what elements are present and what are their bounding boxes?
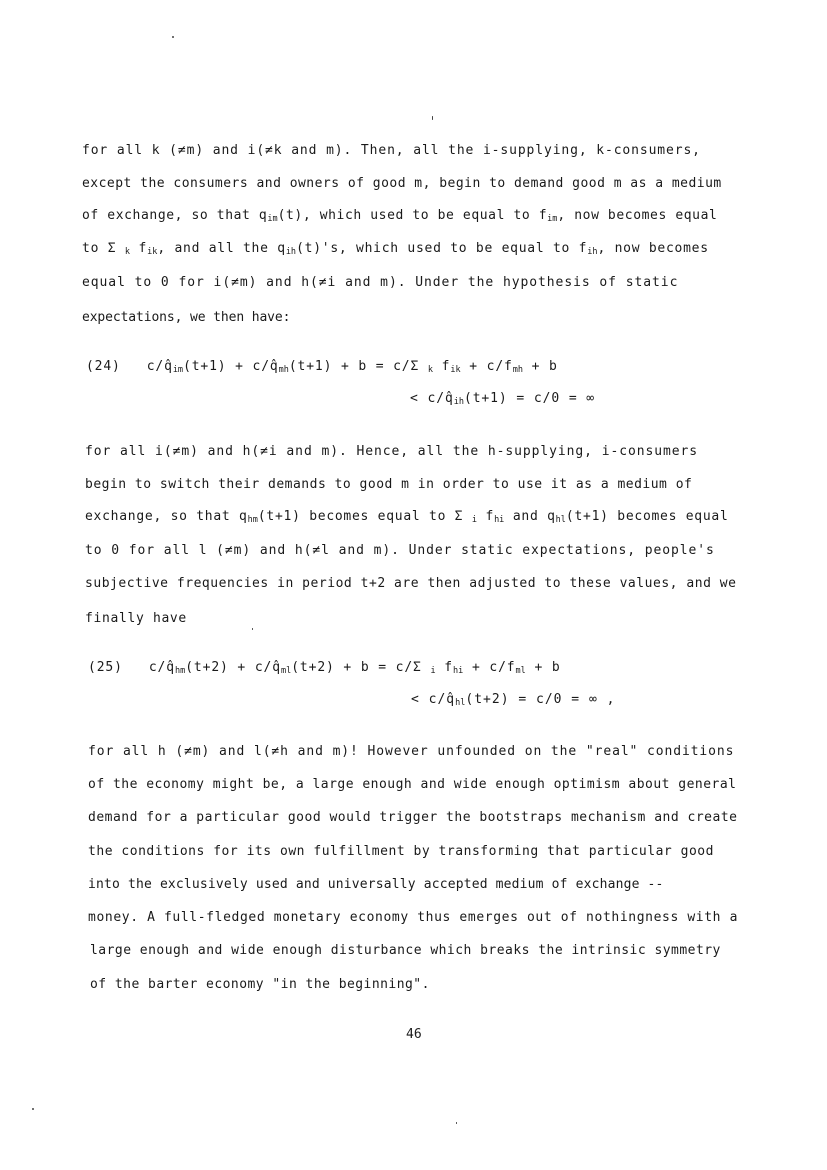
text-run: f — [433, 359, 451, 374]
scan-speck — [172, 36, 174, 38]
text-run: to 0 for all l (≠m) and h(≠l and m). Under static expectations, people's — [85, 543, 715, 558]
text-run: (t+1) = c/0 = ∞ — [463, 391, 596, 406]
scan-speck — [456, 1122, 457, 1124]
p1-line-2 — [82, 176, 722, 192]
subscript: ih — [285, 247, 297, 257]
page-number: 46 — [406, 1027, 422, 1042]
subscript: k — [124, 247, 130, 257]
subscript: mh — [278, 365, 289, 375]
p3-line-8 — [90, 977, 430, 993]
text-run: subjective frequencies in period t+2 are then adjusted to these values, and we — [85, 576, 737, 591]
text-run: , now becomes equal — [557, 208, 718, 223]
subscript: i — [471, 515, 477, 525]
text-run: to Σ — [82, 241, 125, 256]
subscript: hi — [494, 515, 505, 525]
text-run: f — [435, 660, 454, 675]
text-run: of exchange, so that q — [82, 208, 268, 223]
text-run: (t+1) + b = c/Σ — [288, 359, 428, 374]
text-run: f — [476, 509, 495, 524]
text-run: (t+1) becomes equal to Σ — [257, 509, 472, 524]
p2-line-2 — [85, 477, 692, 493]
equation-25-line-2 — [411, 692, 615, 711]
text-run: + b — [525, 660, 561, 675]
text-run: and q — [504, 509, 556, 524]
subscript: hm — [174, 666, 186, 676]
text-run: , now becomes — [597, 241, 709, 256]
text-run: money. A full-fledged monetary economy thus emerges out of nothingness with a — [88, 910, 739, 925]
equation-number: (25) — [88, 660, 123, 675]
p1-line-4 — [82, 241, 709, 260]
text-run: exchange, so that q — [85, 509, 248, 524]
equation-25-line-1 — [88, 660, 561, 679]
text-run: (t+2) + c/q̂ — [185, 660, 281, 675]
equation-24-line-2 — [410, 391, 595, 410]
subscript: k — [427, 365, 433, 375]
p2-line-1 — [85, 444, 698, 460]
subscript: hi — [453, 666, 464, 676]
text-run: demand for a particular good would trigger the bootstraps mechanism and create — [88, 810, 738, 825]
text-run: expectations, we then have: — [82, 310, 291, 325]
text-run: the conditions for its own fulfillment by transforming that particular good — [88, 844, 714, 859]
text-run: for all i(≠m) and h(≠i and m). Hence, all the h-supplying, i-consumers — [85, 444, 699, 459]
subscript: i — [430, 666, 436, 676]
p2-line-5 — [85, 576, 737, 592]
text-run: large enough and wide enough disturbance which breaks the intrinsic symmetry — [90, 943, 721, 958]
text-run: < c/q̂ — [410, 391, 454, 406]
text-run: (t+1) + c/q̂ — [183, 359, 279, 374]
p1-line-5 — [82, 275, 678, 291]
p3-line-6 — [88, 910, 738, 926]
text-run: (t+1) becomes equal — [565, 509, 729, 524]
text-run: (t)'s, which used to be equal to f — [296, 241, 588, 256]
text-run: c/q̂ — [146, 359, 173, 374]
p3-line-5 — [88, 877, 664, 893]
subscript: hl — [555, 515, 566, 525]
text-run: , and all the q — [157, 241, 286, 256]
text-run: of the barter economy "in the beginning". — [90, 977, 430, 992]
subscript: ih — [453, 397, 464, 407]
text-run: + c/f — [463, 660, 516, 675]
text-run: into the exclusively used and universally accepted medium of exchange -- — [88, 877, 664, 892]
subscript: ml — [515, 666, 526, 676]
p1-line-6 — [82, 310, 290, 326]
subscript: im — [267, 214, 278, 224]
p1-line-3 — [82, 208, 717, 227]
p3-line-1 — [88, 744, 734, 760]
p2-line-4 — [85, 543, 715, 559]
subscript: im — [547, 214, 558, 224]
text-run: except the consumers and owners of good m, begin to demand good m as a medium — [82, 176, 722, 191]
text-run: + b — [523, 359, 558, 374]
text-run: (t), which used to be equal to f — [277, 208, 548, 223]
equation-number: (24) — [86, 359, 121, 374]
scan-speck — [432, 116, 433, 120]
text-run: for all k (≠m) and i(≠k and m). Then, all the i-supplying, k-consumers, — [82, 143, 701, 158]
text-run: begin to switch their demands to good m in order to use it as a medium of — [85, 477, 693, 492]
subscript: hm — [247, 515, 258, 525]
p3-line-3 — [88, 810, 737, 826]
text-run: for all h (≠m) and l(≠h and m)! However unfounded on the "real" conditions — [88, 744, 735, 759]
scan-speck — [32, 1108, 34, 1110]
text-run: + c/f — [460, 359, 513, 374]
text-run: f — [129, 241, 148, 256]
text-run: c/q̂ — [148, 660, 175, 675]
p3-line-2 — [88, 777, 736, 793]
subscript: ml — [280, 666, 292, 676]
subscript: mh — [512, 365, 523, 375]
equation-24-line-1 — [86, 359, 558, 378]
text-run: of the economy might be, a large enough and wide enough optimism about general — [88, 777, 737, 792]
scan-speck — [252, 628, 253, 630]
text-run: equal to 0 for i(≠m) and h(≠i and m). Under the hypothesis of static — [82, 275, 679, 290]
p1-line-1 — [82, 143, 701, 159]
p3-line-7 — [90, 943, 721, 959]
subscript: im — [172, 365, 184, 375]
p2-line-3 — [85, 509, 729, 528]
text-run: < c/q̂ — [411, 692, 456, 707]
text-run: finally have — [85, 611, 187, 626]
p3-line-4 — [88, 844, 714, 860]
text-run: (t+2) = c/0 = ∞ , — [465, 692, 616, 707]
subscript: ik — [450, 365, 461, 375]
text-run: (t+2) + b = c/Σ — [291, 660, 431, 675]
subscript: hl — [455, 698, 466, 708]
subscript: ih — [587, 247, 598, 257]
p2-line-6 — [85, 611, 187, 627]
subscript: ik — [147, 247, 158, 257]
